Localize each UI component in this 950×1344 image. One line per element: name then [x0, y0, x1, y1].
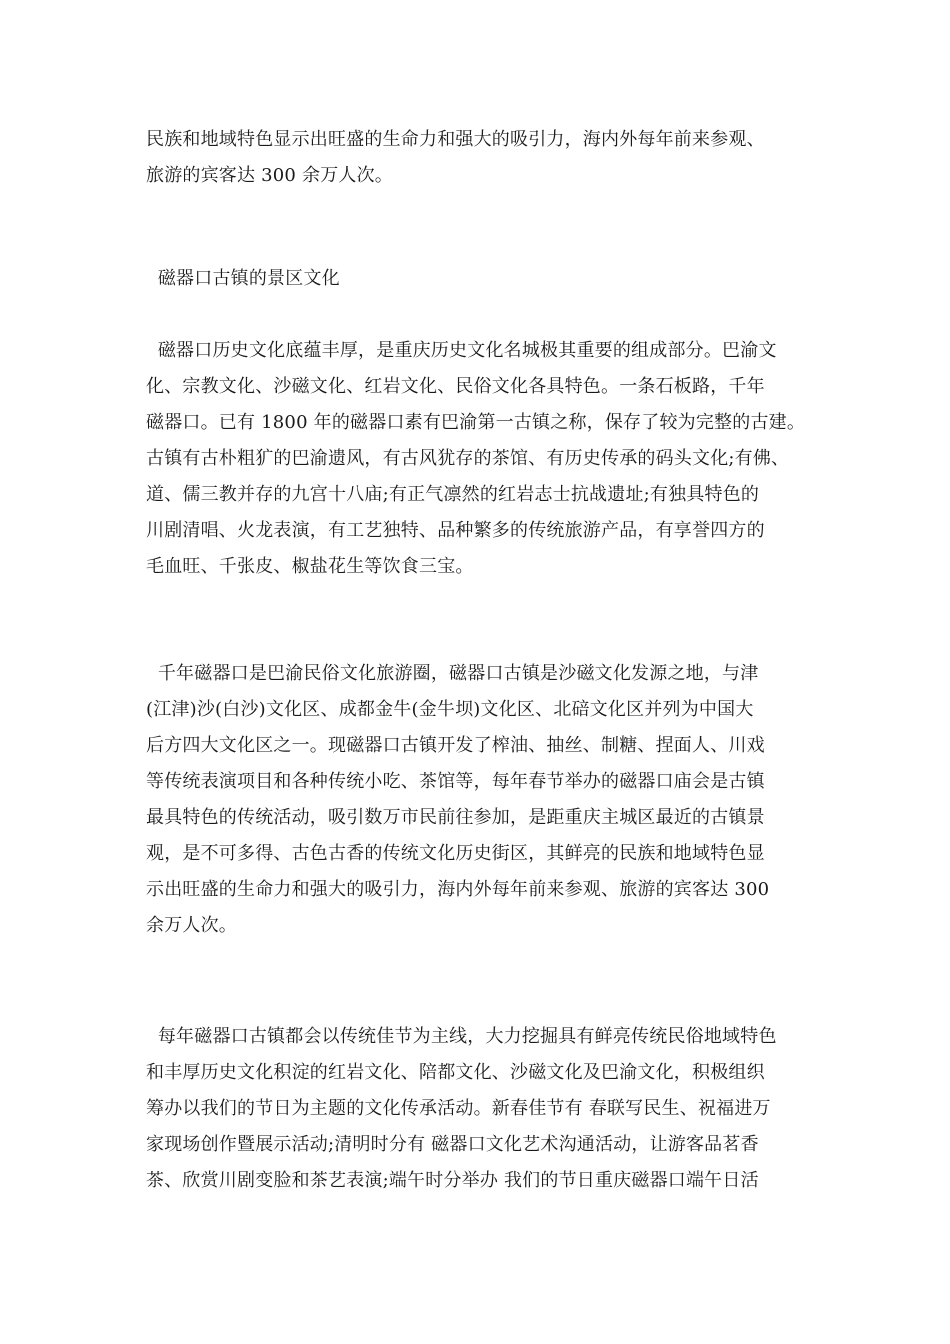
- paragraph-line: 磁器口历史文化底蕴丰厚，是重庆历史文化名城极其重要的组成部分。巴渝文: [146, 340, 777, 361]
- paragraph-line: 化、宗教文化、沙磁文化、红岩文化、民俗文化各具特色。一条石板路，千年: [146, 376, 765, 397]
- section-heading-text: 磁器口古镇的景区文化: [146, 268, 340, 289]
- paragraph-2: [146, 656, 846, 944]
- paragraph-line: 余万人次。: [146, 915, 237, 936]
- paragraph-line: 和丰厚历史文化积淀的红岩文化、陪都文化、沙磁文化及巴渝文化，积极组织: [146, 1062, 765, 1083]
- intro-paragraph: [146, 122, 846, 194]
- paragraph-line: 民族和地域特色显示出旺盛的生命力和强大的吸引力，海内外每年前来参观、: [146, 129, 765, 150]
- paragraph-line: 茶、欣赏川剧变脸和茶艺表演;端午时分举办 我们的节日重庆磁器口端午日活: [146, 1170, 759, 1191]
- paragraph-line: 筹办以我们的节日为主题的文化传承活动。新春佳节有 春联写民生、祝福进万: [146, 1098, 771, 1119]
- paragraph-line: 旅游的宾客达 300 余万人次。: [146, 165, 393, 186]
- paragraph-line: 川剧清唱、火龙表演，有工艺独特、品种繁多的传统旅游产品，有享誉四方的: [146, 520, 765, 541]
- paragraph-3: [146, 1019, 846, 1199]
- paragraph-line: 最具特色的传统活动，吸引数万市民前往参加，是距重庆主城区最近的古镇景: [146, 807, 765, 828]
- paragraph-line: 千年磁器口是巴渝民俗文化旅游圈，磁器口古镇是沙磁文化发源之地，与津: [146, 663, 759, 684]
- section-heading: [146, 261, 846, 297]
- paragraph-line: 等传统表演项目和各种传统小吃、茶馆等，每年春节举办的磁器口庙会是古镇: [146, 771, 765, 792]
- paragraph-line: 示出旺盛的生命力和强大的吸引力，海内外每年前来参观、旅游的宾客达 300: [146, 879, 770, 900]
- paragraph-line: 后方四大文化区之一。现磁器口古镇开发了榨油、抽丝、制糖、捏面人、川戏: [146, 735, 765, 756]
- paragraph-1: [146, 333, 846, 585]
- paragraph-line: (江津)沙(白沙)文化区、成都金牛(金牛坝)文化区、北碚文化区并列为中国大: [146, 699, 754, 720]
- paragraph-line: 毛血旺、千张皮、椒盐花生等饮食三宝。: [146, 556, 474, 577]
- paragraph-line: 家现场创作暨展示活动;清明时分有 磁器口文化艺术沟通活动，让游客品茗香: [146, 1134, 759, 1155]
- paragraph-line: 道、儒三教并存的九宫十八庙;有正气凛然的红岩志士抗战遗址;有独具特色的: [146, 484, 760, 505]
- paragraph-line: 观，是不可多得、古色古香的传统文化历史街区，其鲜亮的民族和地域特色显: [146, 843, 765, 864]
- paragraph-line: 每年磁器口古镇都会以传统佳节为主线，大力挖掘具有鲜亮传统民俗地域特色: [146, 1026, 777, 1047]
- paragraph-line: 磁器口。已有 1800 年的磁器口素有巴渝第一古镇之称，保存了较为完整的古建。: [146, 412, 806, 433]
- paragraph-line: 古镇有古朴粗犷的巴渝遗风，有古风犹存的茶馆、有历史传承的码头文化;有佛、: [146, 448, 790, 469]
